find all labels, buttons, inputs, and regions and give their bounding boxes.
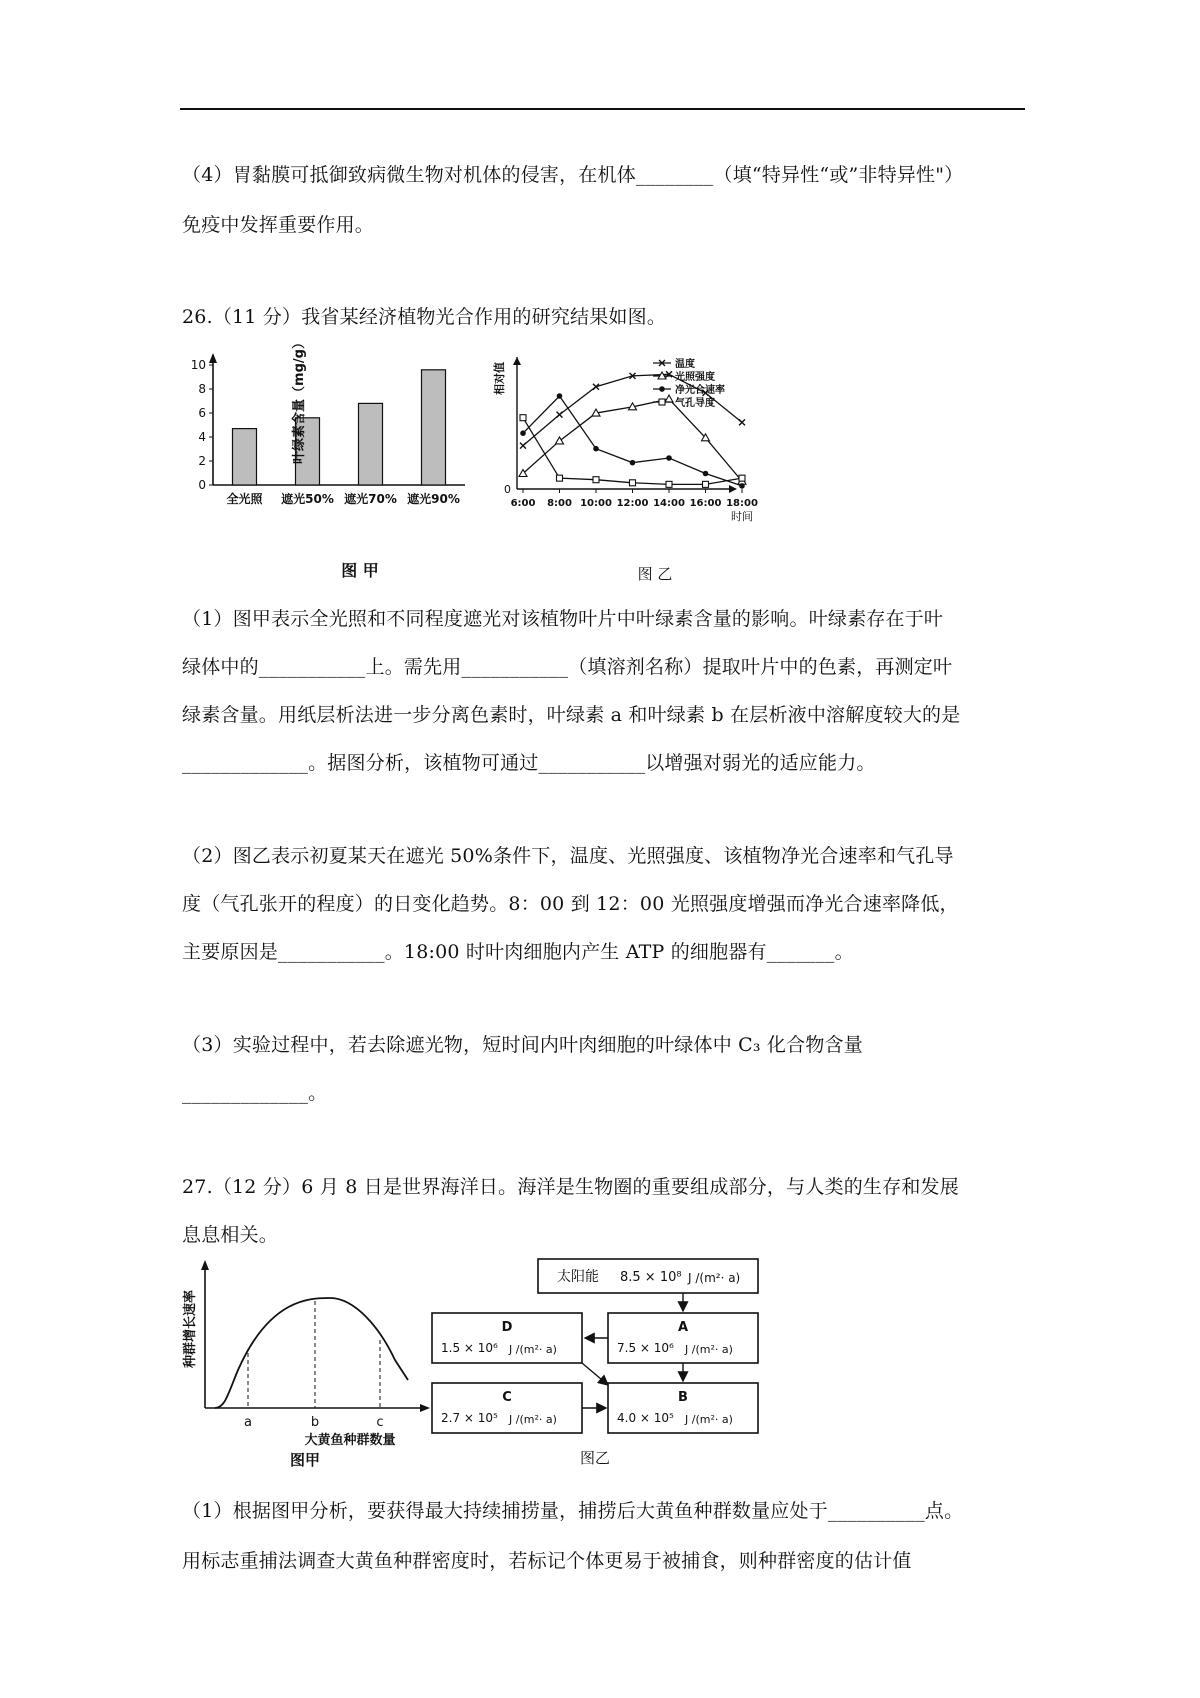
fig27b-a-value: 7.5 × 10⁶ [617,1341,674,1355]
fig26b-origin-label: 0 [504,483,511,496]
header-rule [180,108,1025,110]
q27-header-2: 息息相关。 [182,1224,279,1246]
fig26a-ytick-label: 0 [198,478,206,492]
q26-p3-line-2: _____________。 [182,1082,328,1104]
fig27b-b-label: B [678,1390,688,1405]
fig27b-sun-label: 太阳能 [557,1269,599,1285]
fig27b-arrow-d-b [582,1363,608,1385]
fig27b-c-value: 2.7 × 10⁵ [441,1411,498,1425]
fig27a-point-c: c [376,1415,384,1430]
fig26b-plot [492,357,758,523]
fig26b-legend-label: 净光合速率 [675,385,725,396]
fig26a-ytick-label: 10 [190,358,206,372]
fig27b-sun-value: 8.5 × 10⁸ [620,1270,682,1285]
fig26a-category-label: 全光照 [226,492,263,506]
fig26a-category-label: 遮光70% [344,492,397,506]
fig26a-chart [175,336,475,585]
fig26a-ylabel: 叶绿素含量（mg/g） [292,336,307,464]
fig26a-caption: 图 甲 [341,561,379,580]
fig26a-ytick-label: 6 [198,406,206,420]
fig26a-bar [359,403,383,485]
fig27a-xlabel: 大黄鱼种群数量 [304,1433,396,1448]
fig26b-point [739,483,745,489]
fig26b-xtick-label: 6:00 [510,498,536,509]
fig26b-xtick-label: 10:00 [580,498,612,509]
fig26b-xtick-label: 8:00 [547,498,572,509]
fig26b-point [557,393,563,399]
fig27a-curve [215,1298,408,1408]
fig26b-xlabel: 时间 [731,510,753,523]
q25-line-1: （4）胃黏膜可抵御致病微生物对机体的侵害，在机体________（填“特异性“或”非特异性"） [182,164,964,186]
fig27b-c-unit: J /(m²· a) [509,1413,557,1426]
fig27b-sun-unit: J /(m²· a) [688,1271,741,1285]
fig26a-bar [422,370,446,485]
fig26b-point [593,446,599,452]
fig26b-legend-label: 光照强度 [675,372,715,383]
fig27b-d-label: D [501,1320,513,1335]
q25-line-2: 免疫中发挥重要作用。 [182,214,375,236]
q27-p1-line-2: 用标志重捕法调查大黄鱼种群密度时，若标记个体更易于被捕食，则种群密度的估计值 [182,1550,912,1572]
fig26b-point [665,395,673,402]
fig26a-ytick-label: 4 [198,430,206,444]
fig26a-category-label: 遮光50% [281,492,334,506]
fig26b-point [630,480,636,486]
q26-p1-line-2: 绿体中的___________上。需先用___________（填溶剂名称）提取叶片中的色素，再测定叶 [182,656,953,678]
q26-p3-line-1: （3）实验过程中，若去除遮光物，短时间内叶肉细胞的叶绿体中 C₃ 化合物含量 [182,1034,863,1056]
fig26b-point [557,412,563,418]
q26-p2-line-3: 主要原因是___________。18:00 时叶肉细胞内产生 ATP 的细胞器有_______。 [182,941,854,963]
fig26b-xtick-label: 18:00 [726,498,758,509]
fig26b-point [703,471,709,477]
fig27b-b-unit: J /(m²· a) [685,1413,733,1426]
fig27b-d-unit: J /(m²· a) [509,1343,557,1356]
fig26b-xtick-label: 12:00 [616,498,649,509]
fig26a-plot [191,353,465,506]
fig27b-b-value: 4.0 × 10⁵ [617,1411,674,1425]
fig26b-legend-label: 气孔导度 [675,398,715,409]
q26-header: 26.（11 分）我省某经济植物光合作用的研究结果如图。 [182,306,667,328]
fig27a-ylabel: 种群增长速率 [183,1289,198,1368]
fig26b-caption: 图 乙 [637,565,673,583]
fig26a-ytick-label: 8 [198,382,206,396]
fig26b-point [703,481,709,487]
fig26b-point [520,415,526,421]
fig26a-y-arrow [209,353,217,363]
q26-p2-line-1: （2）图乙表示初夏某天在遮光 50%条件下，温度、光照强度、该植物净光合速率和气孔导 [182,845,954,867]
fig26a-ytick-label: 2 [198,454,206,468]
fig27a-point-b: b [310,1415,320,1430]
fig26b-legend-marker [659,386,665,392]
fig26b-chart [493,355,815,590]
fig26b-point [520,443,526,449]
fig27a-point-a: a [244,1415,252,1430]
fig26b-x-arrow [729,485,737,493]
fig27b-caption: 图乙 [579,1449,611,1467]
fig26b-xtick-label: 14:00 [653,498,685,509]
fig26b-ylabel: 相对值 [493,362,506,395]
fig26b-point [666,455,672,461]
q26-p1-line-4: _____________。据图分析，该植物可通过___________以增强对弱光的适应能力。 [182,752,876,774]
q26-p1-line-1: （1）图甲表示全光照和不同程度遮光对该植物叶片中叶绿素含量的影响。叶绿素存在于叶 [182,608,944,630]
fig26b-point [520,430,526,436]
fig26b-y-arrow [513,357,521,365]
q27-p1-line-1: （1）根据图甲分析，要获得最大持续捕捞量，捕捞后大黄鱼种群数量应处于__________点。 [182,1500,964,1522]
fig27b-diagram [430,1255,770,1470]
q26-p2-line-2: 度（气孔张开的程度）的日变化趋势。8：00 到 12：00 光照强度增强而净光合速率降低， [182,893,959,915]
fig26b-point [666,481,672,487]
fig27b-d-value: 1.5 × 10⁶ [441,1341,498,1355]
fig26a-category-label: 遮光90% [407,492,460,506]
fig26b-legend-label: 温度 [675,359,695,370]
fig26b-point [593,477,599,483]
fig27b-c-label: C [502,1390,512,1405]
fig26b-xtick-label: 16:00 [689,498,722,509]
fig26a-bar [233,429,257,485]
fig26b-point [739,475,745,481]
fig26b-point [630,460,636,466]
fig27a-caption: 图甲 [289,1451,321,1469]
fig26b-point [557,475,563,481]
q26-p1-line-3: 绿素含量。用纸层析法进一步分离色素时，叶绿素 a 和叶绿素 b 在层析液中溶解度较大的是 [182,704,961,726]
fig27b-a-unit: J /(m²· a) [685,1343,733,1356]
q27-header: 27.（12 分）6 月 8 日是世界海洋日。海洋是生物圈的重要组成部分，与人类的生存和发展 [182,1176,959,1198]
fig27a-chart [180,1258,440,1478]
fig26b-point [739,419,745,425]
fig26b-legend-marker [659,399,665,405]
fig27b-a-label: A [677,1320,689,1335]
